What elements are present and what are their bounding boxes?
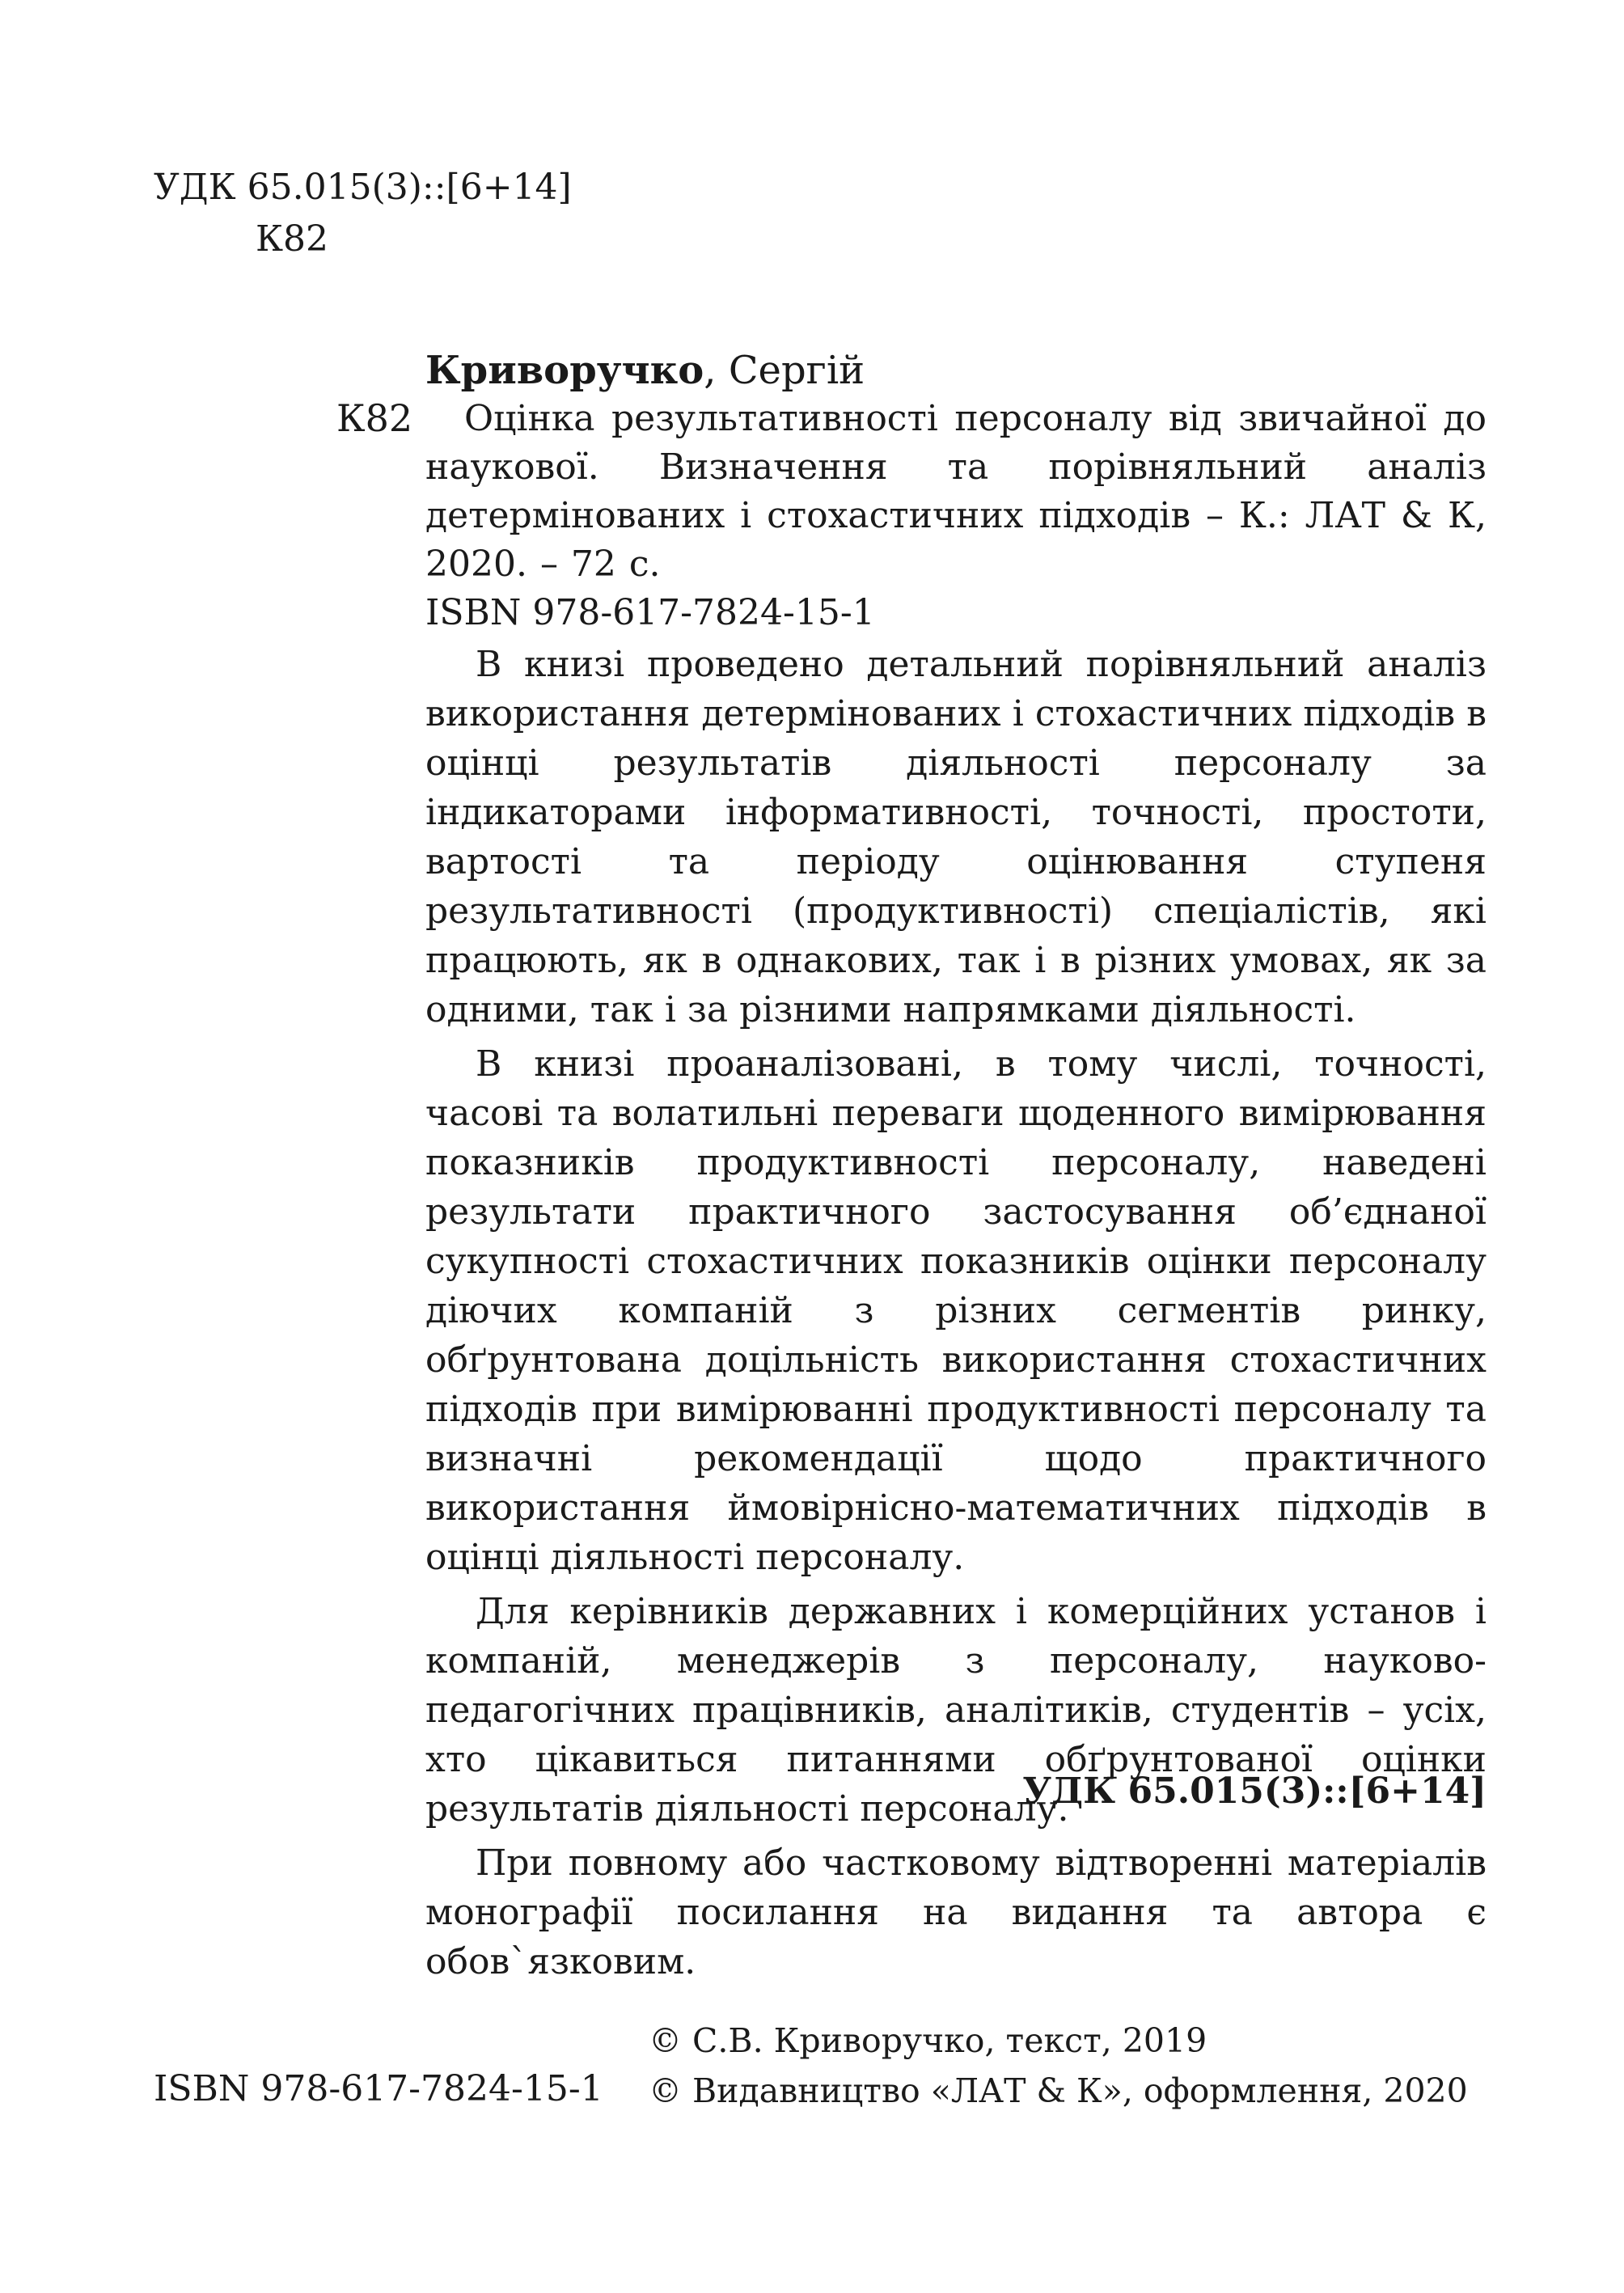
author-name (425, 346, 1487, 395)
udk-code: УДК 65.015(3)::[6+14] (154, 167, 572, 208)
copyright-text-line: © С.В. Криворучко, текст, 2019 (649, 2021, 1207, 2060)
udk-footer-code: УДК 65.015(3)::[6+14] (1022, 1771, 1487, 1812)
udk-header (154, 162, 572, 265)
isbn-footer: ISBN 978-617-7824-15-1 (154, 2068, 603, 2109)
author-given-name: , Сергій (704, 348, 865, 393)
abstract-paragraph: В книзі проаналізовані, в тому числі, точності, часові та волатильні переваги щоденного вимірювання показників продуктивності персоналу, наведені результати практичного застосування об’єднаної сукупності стохастичних показників оцінки персоналу діючих компаній з різних сегментів ринку, обґрунтована доцільність використання стохастичних підходів при вимірюванні продуктивності персоналу та визначні рекомендації щодо практичного використання ймовірнісно-математичних підходів в оцінці діяльності персоналу. (425, 1043, 1487, 1578)
audience-paragraph: Для керівників державних і комерційних установ і компаній, менеджерів з персоналу, науково-педагогічних працівників, аналітиків, студентів – усіх, хто цікавиться питаннями обґрунтованої оцінки результатів діяльності персоналу. (425, 1591, 1487, 1830)
copyright-block (649, 2016, 1468, 2116)
copyright-design-line: © Видавництво «ЛАТ & К», оформлення, 2020 (649, 2071, 1468, 2110)
bibliographic-entry (425, 346, 1487, 1986)
copyright-notice-paragraph: При повному або частковому відтворенні матеріалів монографії посилання на видання та автора є обов`язковим. (425, 1842, 1487, 1982)
author-surname: Криворучко (425, 348, 704, 393)
isbn-entry: ISBN 978-617-7824-15-1 (425, 592, 875, 633)
abstract-paragraph: В книзі проведено детальний порівняльний аналіз використання детермінованих і стохастичних підходів в оцінці результатів діяльності персоналу за індикаторами інформативності, точності, простоти, вартості та періоду оцінювання ступеня результативності (продуктивності) спеціалістів, які працюють, як в однакових, так і в різних умовах, як за одними, так і за різними напрямками діяльності. (425, 644, 1487, 1030)
book-title: Оцінка результативності персоналу від звичайної до наукової. Визначення та порівняльний аналіз детермінованих і стохастичних підходів – К.: ЛАТ & К, 2020. – 72 с. (425, 398, 1487, 585)
side-index-code: К82 (336, 396, 413, 440)
author-index-code: К82 (256, 218, 329, 260)
